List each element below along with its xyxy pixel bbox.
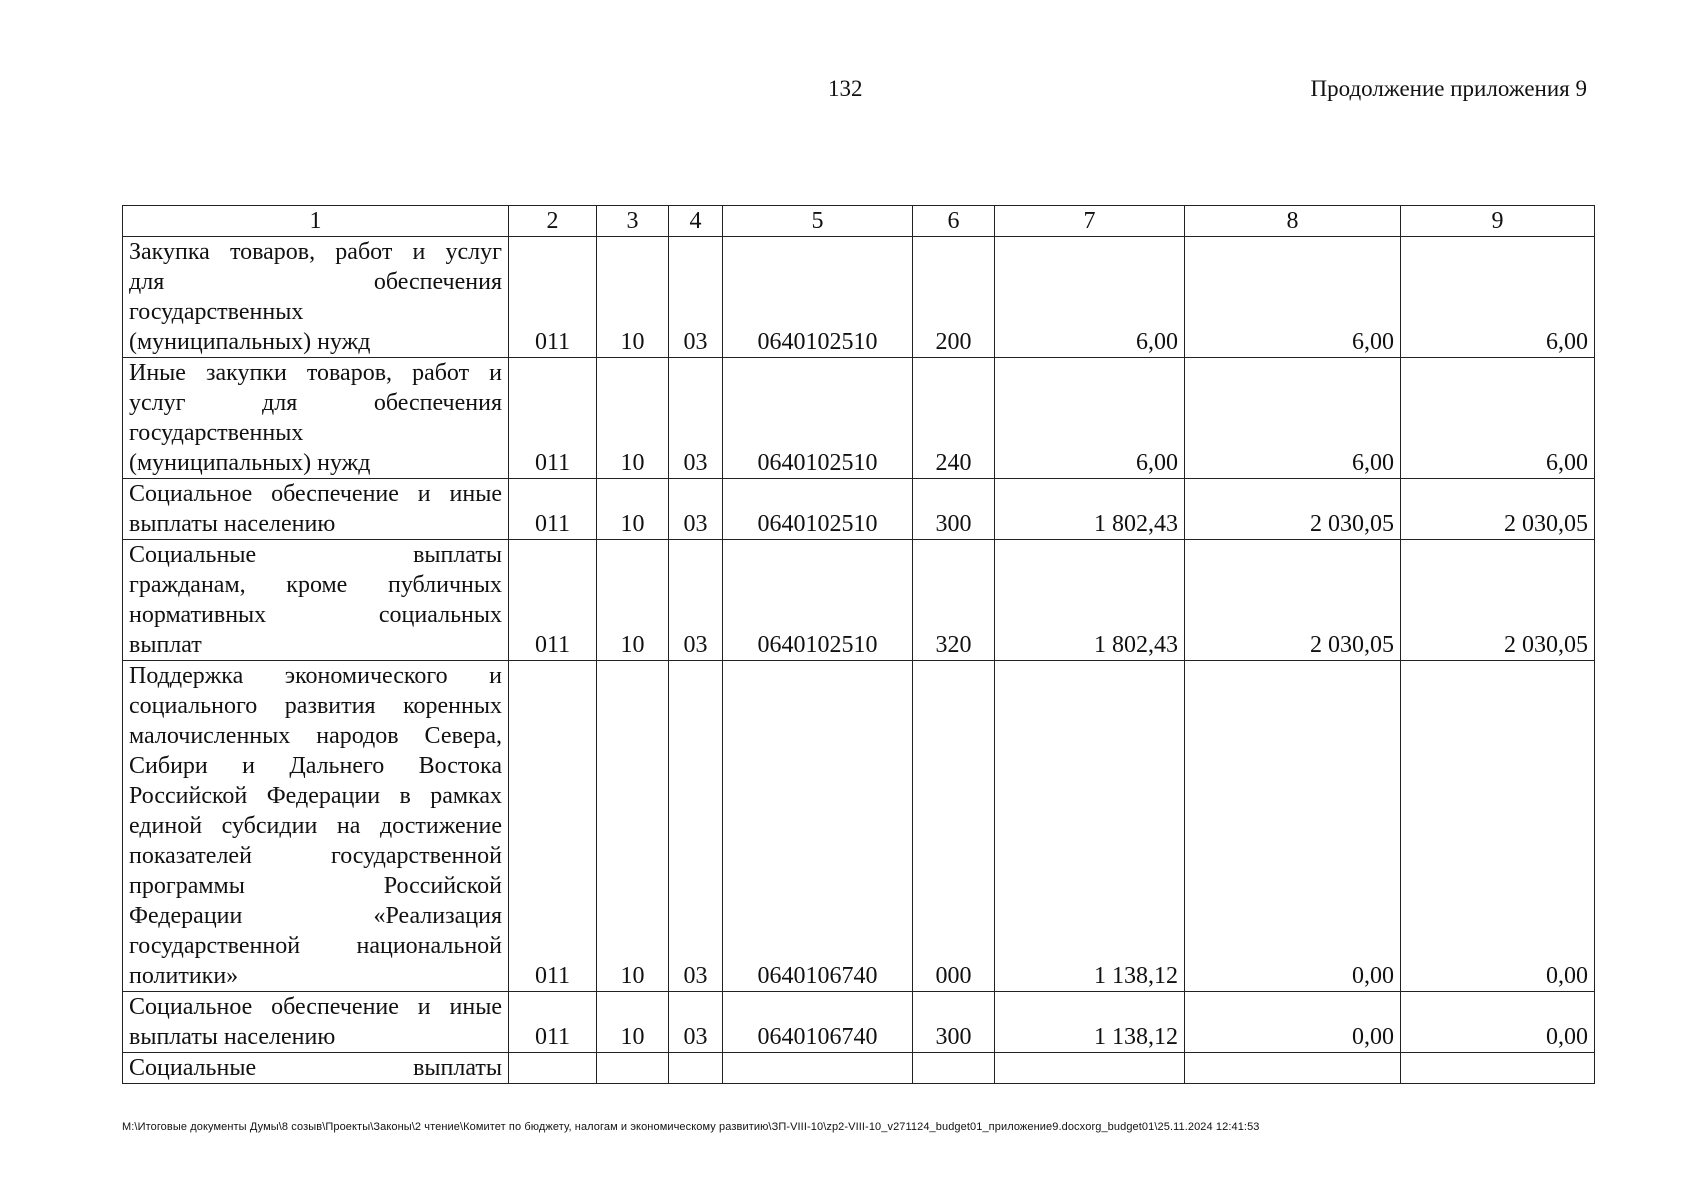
amount-cell: 6,00 <box>995 237 1185 358</box>
expense-type-cell <box>913 1053 995 1084</box>
column-header: 4 <box>669 206 723 237</box>
row-name-line: единой субсидии на достижение <box>129 813 502 839</box>
expense-type-cell: 300 <box>913 992 995 1053</box>
column-header: 6 <box>913 206 995 237</box>
row-name-line: выплаты населению <box>129 1024 336 1050</box>
subsection-detail-cell <box>669 1053 723 1084</box>
amount-cell: 6,00 <box>995 358 1185 479</box>
subsection-detail-cell: 03 <box>669 358 723 479</box>
row-name-line: социального развития коренных <box>129 693 502 719</box>
appendix-continuation-heading: Продолжение приложения 9 <box>1310 76 1587 101</box>
section-code-cell: 011 <box>509 661 597 992</box>
amount-cell: 2 030,05 <box>1185 479 1401 540</box>
page-number: 132 <box>828 76 863 101</box>
subsection-code-cell: 10 <box>597 661 669 992</box>
amount-cell <box>995 1053 1185 1084</box>
expense-type-cell: 320 <box>913 540 995 661</box>
row-name-cell <box>123 661 509 992</box>
row-name-line: выплат <box>129 632 202 658</box>
section-code-cell: 011 <box>509 358 597 479</box>
target-article-cell: 0640102510 <box>723 540 913 661</box>
section-code-cell: 011 <box>509 237 597 358</box>
column-header: 1 <box>123 206 509 237</box>
amount-cell: 1 138,12 <box>995 992 1185 1053</box>
amount-cell: 0,00 <box>1185 661 1401 992</box>
subsection-code-cell: 10 <box>597 358 669 479</box>
target-article-cell: 0640102510 <box>723 237 913 358</box>
target-article-cell <box>723 1053 913 1084</box>
row-name-line: гражданам, кроме публичных <box>129 572 502 598</box>
row-name-line: Иные закупки товаров, работ и <box>129 360 502 386</box>
target-article-cell: 0640106740 <box>723 992 913 1053</box>
amount-cell: 0,00 <box>1401 992 1595 1053</box>
amount-cell: 1 802,43 <box>995 479 1185 540</box>
expense-type-cell: 200 <box>913 237 995 358</box>
subsection-code-cell: 10 <box>597 992 669 1053</box>
amount-cell <box>1401 1053 1595 1084</box>
subsection-code-cell: 10 <box>597 540 669 661</box>
table-row <box>123 540 1595 661</box>
row-name-line: Социальные выплаты <box>129 1055 502 1081</box>
column-number-row <box>123 206 1595 237</box>
row-name-line: Российской Федерации в рамках <box>129 783 502 809</box>
column-header: 8 <box>1185 206 1401 237</box>
amount-cell: 6,00 <box>1401 237 1595 358</box>
table-row <box>123 358 1595 479</box>
row-name-line: Социальное обеспечение и иные <box>129 481 502 507</box>
table-row <box>123 1053 1595 1084</box>
budget-table <box>122 205 1595 1084</box>
subsection-detail-cell: 03 <box>669 661 723 992</box>
file-path-footer: М:\Итоговые документы Думы\8 созыв\Проекты\Законы\2 чтение\Комитет по бюджету, налогам и экономическому развитию\ЗП-VIII-10\zp2-VIII-10_v271124_budget01_приложение9.docxorg_budget01\25.11.2024 12:41:53 <box>122 1121 1260 1133</box>
target-article-cell: 0640102510 <box>723 479 913 540</box>
column-header: 2 <box>509 206 597 237</box>
row-name-line: программы Российской <box>129 873 502 899</box>
row-name-line: услуг для обеспечения <box>129 390 502 416</box>
row-name-line: (муниципальных) нужд <box>129 450 371 476</box>
amount-cell <box>1185 1053 1401 1084</box>
table-row <box>123 479 1595 540</box>
section-code-cell: 011 <box>509 540 597 661</box>
amount-cell: 6,00 <box>1185 358 1401 479</box>
section-code-cell: 011 <box>509 992 597 1053</box>
amount-cell: 1 138,12 <box>995 661 1185 992</box>
subsection-code-cell: 10 <box>597 479 669 540</box>
column-header: 5 <box>723 206 913 237</box>
amount-cell: 6,00 <box>1185 237 1401 358</box>
expense-type-cell: 240 <box>913 358 995 479</box>
row-name-line: (муниципальных) нужд <box>129 329 371 355</box>
row-name-line: для обеспечения <box>129 269 502 295</box>
subsection-detail-cell: 03 <box>669 540 723 661</box>
row-name-line: Социальное обеспечение и иные <box>129 994 502 1020</box>
row-name-line: нормативных социальных <box>129 602 502 628</box>
row-name-line: показателей государственной <box>129 843 502 869</box>
row-name-cell <box>123 540 509 661</box>
row-name-line: Закупка товаров, работ и услуг <box>129 239 502 265</box>
amount-cell: 0,00 <box>1401 661 1595 992</box>
row-name-line: Поддержка экономического и <box>129 663 502 689</box>
row-name-line: малочисленных народов Севера, <box>129 723 502 749</box>
row-name-line: государственной национальной <box>129 933 502 959</box>
target-article-cell: 0640106740 <box>723 661 913 992</box>
table-row <box>123 237 1595 358</box>
amount-cell: 2 030,05 <box>1185 540 1401 661</box>
subsection-code-cell: 10 <box>597 237 669 358</box>
amount-cell: 2 030,05 <box>1401 479 1595 540</box>
target-article-cell: 0640102510 <box>723 358 913 479</box>
column-header: 9 <box>1401 206 1595 237</box>
amount-cell: 6,00 <box>1401 358 1595 479</box>
subsection-detail-cell: 03 <box>669 992 723 1053</box>
row-name-line: политики» <box>129 963 239 989</box>
subsection-detail-cell: 03 <box>669 237 723 358</box>
table-row <box>123 992 1595 1053</box>
row-name-line: государственных <box>129 299 304 325</box>
section-code-cell: 011 <box>509 479 597 540</box>
row-name-cell <box>123 479 509 540</box>
row-name-cell <box>123 992 509 1053</box>
subsection-code-cell <box>597 1053 669 1084</box>
row-name-line: государственных <box>129 420 304 446</box>
row-name-line: Сибири и Дальнего Востока <box>129 753 502 779</box>
subsection-detail-cell: 03 <box>669 479 723 540</box>
amount-cell: 2 030,05 <box>1401 540 1595 661</box>
table-row <box>123 661 1595 992</box>
section-code-cell <box>509 1053 597 1084</box>
row-name-line: выплаты населению <box>129 511 336 537</box>
row-name-line: Социальные выплаты <box>129 542 502 568</box>
amount-cell: 1 802,43 <box>995 540 1185 661</box>
row-name-cell <box>123 237 509 358</box>
amount-cell: 0,00 <box>1185 992 1401 1053</box>
column-header: 3 <box>597 206 669 237</box>
expense-type-cell: 000 <box>913 661 995 992</box>
row-name-cell <box>123 358 509 479</box>
column-header: 7 <box>995 206 1185 237</box>
row-name-cell <box>123 1053 509 1084</box>
row-name-line: Федерации «Реализация <box>129 903 502 929</box>
expense-type-cell: 300 <box>913 479 995 540</box>
